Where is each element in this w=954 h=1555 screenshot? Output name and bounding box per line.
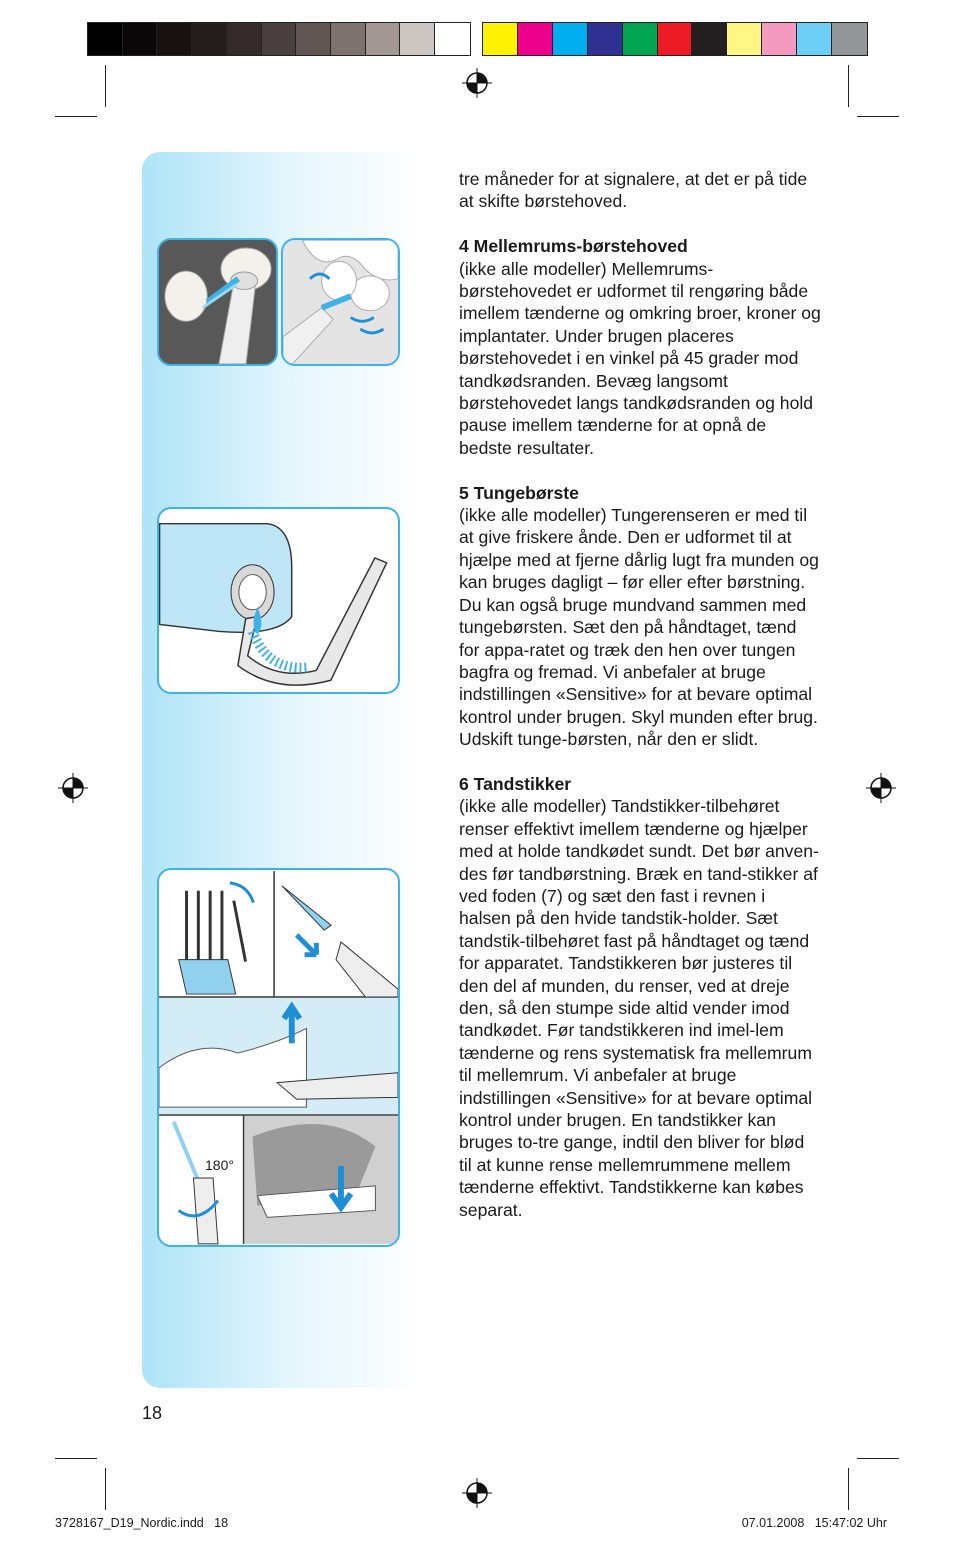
color-swatch (331, 23, 366, 55)
gray-calibration-bar (87, 22, 471, 56)
crop-mark (105, 1468, 106, 1510)
color-swatch (366, 23, 401, 55)
instructions-text (459, 168, 821, 1243)
paragraph-intro (459, 168, 821, 213)
color-swatch (588, 23, 623, 55)
crop-mark (848, 65, 849, 107)
color-swatch (692, 23, 727, 55)
crop-mark (105, 65, 106, 107)
page-number: 18 (142, 1403, 163, 1423)
paragraph-text: (ikke alle modeller) Tungerenseren er med til at give friskere ånde. Den er udformet til at hjælpe med at fjerne dårlig lugt fra munden og kan bruges dagligt – før eller efter børstning. Du kan også bruge mundvand sammen med tungebørsten. Sæt den på håndtaget, tænd for appa-ratet og træk den hen over tungen bagfra og fremad. Vi anbefaler at bruge indstillingen «Sensitive» for at bevare optimal kontrol under brugen. Skyl munden efter brug. Udskift tunge-børsten, når den er slidt. (459, 505, 819, 750)
section-toothpick (459, 773, 821, 1221)
interspace-brush-illustration-right (281, 238, 400, 366)
registration-mark-icon (462, 1478, 492, 1508)
crop-mark (55, 1458, 97, 1459)
color-swatch (797, 23, 832, 55)
section-heading: 4 Mellemrums-børstehoved (459, 236, 688, 257)
color-swatch (157, 23, 192, 55)
registration-mark-icon (462, 68, 492, 98)
footer-file-slug: 3728167_D19_Nordic.indd 18 (55, 1516, 229, 1530)
section-interspace-brush (459, 235, 821, 459)
color-calibration-bar (482, 22, 868, 56)
crop-mark (857, 116, 899, 117)
color-swatch (623, 23, 658, 55)
color-swatch (658, 23, 693, 55)
rotation-label: 180° (205, 1157, 234, 1173)
color-swatch (88, 23, 123, 55)
color-swatch (296, 23, 331, 55)
color-swatch (435, 23, 470, 55)
paragraph-text: (ikke alle modeller) Mellemrums-børstehovedet er udformet til rengøring både imellem tænderne og omkring broer, kroner og implantater. Under brugen placeres børstehovedet i en vinkel på 45 grader mod tandkødsranden. Bevæg langsomt børstehovedet langs tandkødsranden og hold pause imellem tænderne for at opnå de bedste resultater. (459, 258, 821, 458)
color-swatch (762, 23, 797, 55)
crop-mark (848, 1468, 849, 1510)
color-swatch (553, 23, 588, 55)
crop-mark (857, 1458, 899, 1459)
section-tongue-cleaner (459, 482, 821, 751)
color-swatch (400, 23, 435, 55)
interspace-brush-illustration-left (157, 238, 278, 366)
footer-timestamp: 07.01.2008 15:47:02 Uhr (741, 1516, 887, 1530)
registration-mark-icon (58, 773, 88, 803)
color-swatch (483, 23, 518, 55)
section-heading: 6 Tandstikker (459, 773, 572, 794)
tongue-cleaner-illustration (157, 507, 400, 694)
toothpick-illustration (157, 868, 400, 1247)
color-swatch (518, 23, 553, 55)
color-swatch (227, 23, 262, 55)
color-swatch (123, 23, 158, 55)
crop-mark (55, 116, 97, 117)
paragraph-text: (ikke alle modeller) Tandstikker-tilbehøret renser effektivt imellem tænderne og hjælper med at holde tandkødet sundt. Det bør anven-des før tandbørstning. Bræk en tand-stikker af ved foden (7) og sæt den fast i revnen i halsen på den hvide tandstik-holder. Sæt tandstik-tilbehøret fast på håndtaget og tænd for apparatet. Tandstikkeren bør justeres til den del af munden, du renser, ved at dreje den, så den stumpe side altid vender imod tandkødet. Før tandstikkeren ind imel-lem tænderne og rens systematisk fra mellemrum til mellemrum. Vi anbefaler at bruge indstillingen «Sensitive» for at bevare optimal kontrol under brugen. En tandstikker kan bruges to-tre gange, indtil den bliver for blød til at kunne rense mellemrummene mellem tænderne effektivt. Tandstikkerne kan købes separat. (459, 796, 819, 1220)
registration-mark-icon (866, 773, 896, 803)
color-swatch (832, 23, 867, 55)
paragraph-text: tre måneder for at signalere, at det er på tide at skifte børstehoved. (459, 169, 808, 212)
color-swatch (262, 23, 297, 55)
color-swatch (727, 23, 762, 55)
section-heading: 5 Tungebørste (459, 482, 579, 503)
color-swatch (192, 23, 227, 55)
